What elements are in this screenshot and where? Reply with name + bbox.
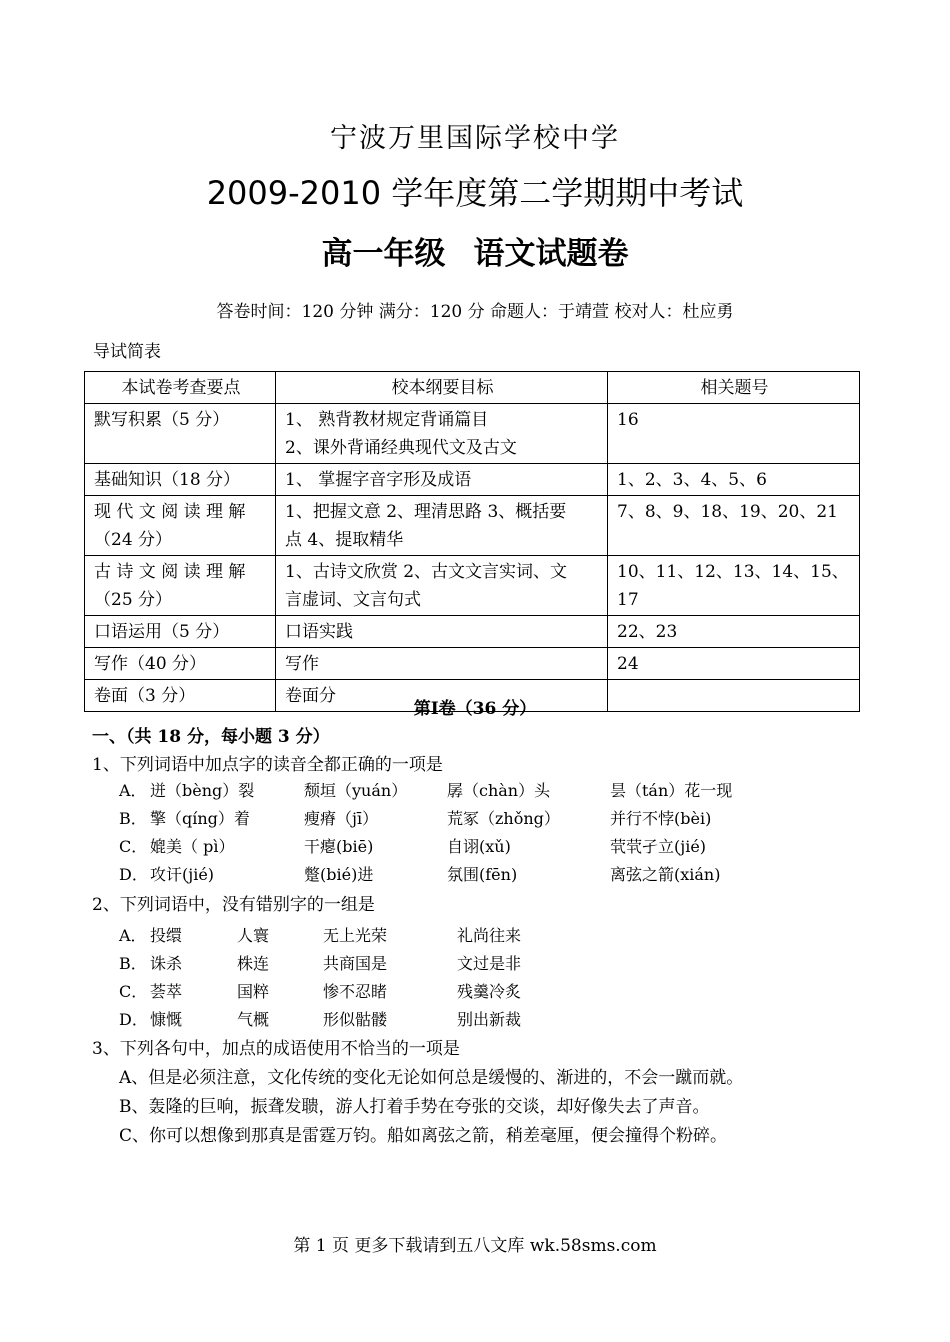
table-header: 相关题号 <box>608 372 860 404</box>
table-cell-goal <box>276 496 608 556</box>
q1-option-label: A． <box>119 781 147 800</box>
q1-option-item: 擎（qíng）着 <box>150 809 250 828</box>
guide-table <box>84 371 860 712</box>
part1-title: 第Ⅰ卷（36 分） <box>413 699 537 719</box>
exam-info: 答卷时间：120 分钟 满分：120 分 命题人：于靖萱 校对人：杜应勇 <box>216 302 734 322</box>
table-cell-nums-line: 17 <box>617 590 639 610</box>
table-cell-point: 口语运用（5 分） <box>85 616 276 648</box>
q2-option-item: 人寰 <box>237 926 270 945</box>
table-cell-point <box>85 556 276 616</box>
table-cell-goal-line: 1、古诗文欣赏 2、古文文言实词、文 <box>285 562 568 582</box>
q1-option-item: 攻讦(jié) <box>150 865 215 884</box>
q1-option-item: 媲美（ pì） <box>150 837 235 856</box>
exam-title: 2009-2010 学年度第二学期期中考试 <box>206 174 744 212</box>
table-cell-point: 默写积累（5 分） <box>85 404 276 464</box>
school-name: 宁波万里国际学校中学 <box>330 123 620 154</box>
table-cell-nums <box>608 556 860 616</box>
table-cell-goal <box>276 404 608 464</box>
q2-option-item: 无上光荣 <box>323 926 388 945</box>
table-header-row <box>85 372 860 404</box>
table-cell-point: 卷面（3 分） <box>85 680 276 712</box>
q1-stem: 1、下列词语中加点字的读音全都正确的一项是 <box>92 755 443 775</box>
table-cell-nums: 1、2、3、4、5、6 <box>608 464 860 496</box>
table-row <box>85 616 860 648</box>
q2-option-item: 诛杀 <box>150 954 183 973</box>
table-cell-point: 写作（40 分） <box>85 648 276 680</box>
q2-option-item: 礼尚往来 <box>457 926 522 945</box>
q1-option-item: 颓垣（yuán） <box>304 781 408 800</box>
q2-option-item: 国粹 <box>237 982 270 1001</box>
table-cell-goal-line: 2、课外背诵经典现代文及古文 <box>285 438 517 458</box>
q3-option-a: A、但是必须注意，文化传统的变化无论如何总是缓慢的、渐进的，不会一蹴而就。 <box>119 1068 744 1088</box>
table-cell-point-line: 古 诗 文 阅 读 理 解 <box>94 562 246 582</box>
q2-option-label: C． <box>119 982 148 1001</box>
q2-option-item: 惨不忍睹 <box>323 982 388 1001</box>
q1-option-item: 迸（bèng）裂 <box>150 781 255 800</box>
q2-stem: 2、下列词语中，没有错别字的一组是 <box>92 895 375 915</box>
subtitle-paper: 语文试题卷 <box>473 236 629 272</box>
q1-option-item: 昙（tán）花一现 <box>610 781 733 800</box>
q1-option-item: 氛围(fēn) <box>447 865 518 884</box>
q1-option-item: 茕茕孑立(jié) <box>610 837 707 856</box>
table-cell-nums: 16 <box>608 404 860 464</box>
table-header: 校本纲要目标 <box>276 372 608 404</box>
table-row <box>85 648 860 680</box>
q1-option-item: 蹩(bié)进 <box>304 865 374 884</box>
q2-option-item: 形似骷髅 <box>323 1010 388 1029</box>
q2-option-item: 文过是非 <box>457 954 522 973</box>
q2-option-label: A． <box>119 926 147 945</box>
table-cell-goal-line: 1、把握文意 2、理清思路 3、概括要 <box>285 502 567 522</box>
q2-option-item: 慷慨 <box>150 1010 183 1029</box>
q1-option-label: C． <box>119 837 148 856</box>
table-row <box>85 464 860 496</box>
table-row <box>85 556 860 616</box>
table-row <box>85 404 860 464</box>
subtitle-grade: 高一年级 <box>321 236 446 272</box>
table-cell-point-line: （25 分） <box>94 590 173 610</box>
q2-option-item: 投缳 <box>150 926 183 945</box>
guide-title: 导试简表 <box>93 342 161 362</box>
q1-option-item: 干瘪(biē) <box>304 837 374 856</box>
q3-option-c: C、你可以想像到那真是雷霆万钧。船如离弦之箭，稍差毫厘，便会撞得个粉碎。 <box>119 1126 728 1146</box>
q1-option-item: 离弦之箭(xián) <box>610 865 721 884</box>
q2-option-item: 荟萃 <box>150 982 183 1001</box>
table-cell-goal: 卷面分 <box>276 680 608 712</box>
section1-title: 一、（共 18 分，每小题 3 分） <box>92 727 330 747</box>
table-header: 本试卷考查要点 <box>85 372 276 404</box>
q2-option-label: D． <box>119 1010 148 1029</box>
table-cell-nums: 24 <box>608 648 860 680</box>
q3-option-b: B、轰隆的巨响，振聋发聩，游人打着手势在夸张的交谈，却好像失去了声音。 <box>119 1097 710 1117</box>
q2-option-item: 残羹冷炙 <box>457 982 522 1001</box>
table-row <box>85 496 860 556</box>
q2-option-item: 株连 <box>237 954 270 973</box>
page-footer: 第 1 页 更多下载请到五八文库 wk.58sms.com <box>293 1236 657 1256</box>
q1-option-item: 荒冢（zhǒng） <box>447 809 560 828</box>
table-cell-goal <box>276 556 608 616</box>
table-cell-nums-line: 10、11、12、13、14、15、 <box>617 562 849 582</box>
table-cell-nums: 22、23 <box>608 616 860 648</box>
q2-option-item: 气概 <box>237 1010 270 1029</box>
q1-option-label: B． <box>119 809 147 828</box>
table-cell-goal: 1、 掌握字音字形及成语 <box>276 464 608 496</box>
q2-option-item: 共商国是 <box>323 954 388 973</box>
table-cell-nums: 7、8、9、18、19、20、21 <box>608 496 860 556</box>
q1-option-item: 自诩(xǔ) <box>447 837 511 856</box>
q2-option-item: 别出新裁 <box>457 1010 522 1029</box>
exam-subtitle <box>0 228 950 273</box>
q2-option-label: B． <box>119 954 147 973</box>
table-cell-goal-line: 言虚词、文言句式 <box>285 590 421 610</box>
table-cell-point: 基础知识（18 分） <box>85 464 276 496</box>
table-cell-goal-line: 1、 熟背教材规定背诵篇目 <box>285 410 489 430</box>
table-cell-point <box>85 496 276 556</box>
table-cell-goal: 写作 <box>276 648 608 680</box>
q1-option-item: 瘦瘠（jī） <box>304 809 379 828</box>
q1-option-item: 孱（chàn）头 <box>447 781 551 800</box>
table-cell-point-line: （24 分） <box>94 530 173 550</box>
q3-stem: 3、下列各句中，加点的成语使用不恰当的一项是 <box>92 1039 460 1059</box>
q1-option-item: 并行不悖(bèi) <box>610 809 712 828</box>
table-cell-goal-line: 点 4、提取精华 <box>285 530 404 550</box>
table-cell-point-line: 现 代 文 阅 读 理 解 <box>94 502 246 522</box>
table-cell-goal: 口语实践 <box>276 616 608 648</box>
q1-option-label: D． <box>119 865 148 884</box>
